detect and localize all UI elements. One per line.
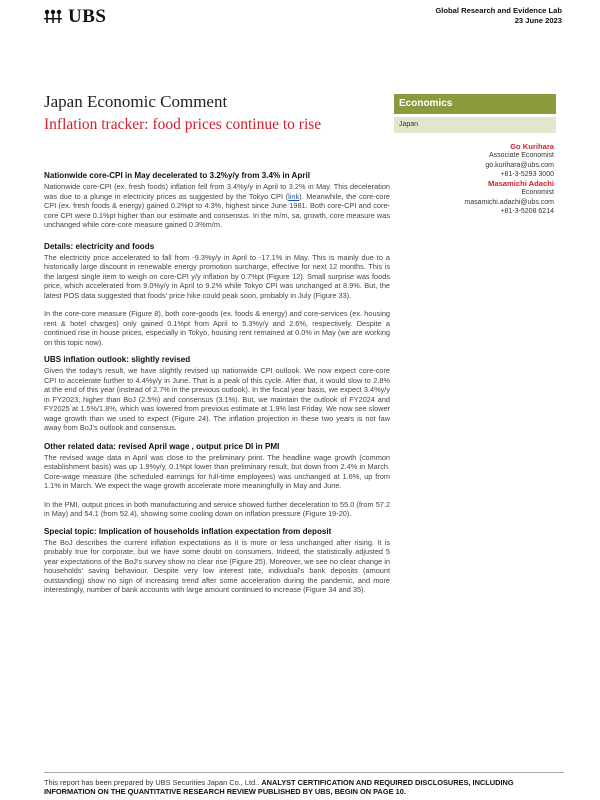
author-name: Masamichi Adachi (488, 179, 554, 189)
report-body (44, 171, 390, 595)
author-card (464, 179, 554, 216)
category-label: Economics (394, 94, 556, 114)
region-label: Japan (394, 117, 556, 133)
paragraph-text: ). Meanwhile, the core-core CPI (ex. fresh foods & energy) gained 0.2%pt to 4.3%, highest since June 1981. Both core-CPI and core-core CPI were 0.1%pt higher than our estimate and consensus. In the m/m, sa, growth, core measure was unchanged while core-core measure gained 0.3%m/m. (44, 191, 390, 229)
paragraph: The BoJ describes the current inflation expectations as it is more or less unchanged after rising. It is probably true for corporate, but we have some doubt on consumers. Indeed, the statistically adjusted 5 year expectations of the BoJ's survey show no clear rise (Figure 25). Moreover, we see no clear change in households' saving behaviour. Despite very low interest rate, individual's bank deposits (amount outstanding) show no sign of increasing trend after some acceleration during the pandemic, and more interestingly, number of bank accounts with large amount continued to increase (Figure 34 and 35). (44, 537, 390, 594)
paragraph: The revised wage data in April was close to the preliminary print. The headline wage growth (common establishment basis) was up 1.9%y/y, 0.1%pt lower than preliminary result, but down from 2.4% in March. Core-wage measure (the scheduled earnings for full-time employees) was unchanged at 1.6%, up from 1.1% in March. We expect the wage growth accelerate more meaningfully in May and June. (44, 452, 390, 490)
ubs-logo (42, 6, 106, 28)
report-date: 23 June 2023 (514, 16, 562, 25)
division-label: Global Research and Evidence Lab (435, 6, 562, 15)
section-heading: Nationwide core-CPI in May decelerated to 3.2%y/y from 3.4% in April (44, 171, 310, 180)
document-subtitle: Inflation tracker: food prices continue to rise (44, 116, 322, 133)
section-heading: UBS inflation outlook: slightly revised (44, 355, 191, 364)
logo-text: UBS (68, 6, 107, 27)
author-email[interactable]: go.kurihara@ubs.com (485, 161, 554, 169)
author-phone: +81-3-5208 6214 (500, 208, 554, 216)
footer-disclosure: ANALYST CERTIFICATION AND REQUIRED DISCLOSURES, INCLUDING INFORMATION ON THE QUANTITATIVE RESEARCH REVIEW PUBLISHED BY UBS, BEGIN ON PAGE 10. (44, 778, 514, 796)
author-email[interactable]: masamichi.adachi@ubs.com (464, 198, 554, 206)
report-header (435, 6, 562, 26)
paragraph: The electricity price accelerated to fall from -9.3%y/y in April to -17.1% in May. This is mainly due to a historically large discount in renewable energy promotion surcharge, effective for next 12 months. This is the largest single item to weigh on core-CPI y/y inflation by 0.7%pt (Figure 12). Small surprise was foods price, which accelerated from 9.0%y/y in April to 9.2% while Tokyo CPI was unchanged at 8.9%. But, the latest POS data suggested that foods' price hike could peak soon, probably in July (Figure 33). (44, 252, 390, 300)
author-role: Economist (521, 189, 554, 197)
author-block (464, 142, 554, 216)
paragraph: In the core-core measure (Figure 8), both core-goods (ex. foods & energy) and core-services (ex. housing rent & hotel charges) only gained 0.1%pt from April to 5.3%y/y and 2.6%, respectively. Despite a continued rise in house prices, especially in Tokyo, housing rent remained at 0.0% in May (we are working on this topic now). (44, 309, 390, 347)
paragraph-text: Nationwide core-CPI (ex. fresh foods) inflation fell from 3.4%y/y in April to 3.2% in May. This deceleration was due to a plunge in electricity prices as suggested by the Tokyo CPI ( (44, 182, 390, 201)
disclosure-footer (44, 772, 564, 796)
section-heading: Special topic: Implication of households inflation expectation from deposit (44, 526, 332, 536)
paragraph: In the PMI, output prices in both manufacturing and service showed further deceleration to 55.0 (from 57.2 in May) and 54.1 (from 52.4), showing some cooling down on inflation pressure (Figure 19-20). (44, 499, 390, 518)
category-sidebar (394, 94, 556, 133)
tokyo-cpi-link[interactable]: link (288, 191, 300, 201)
paragraph: Given the today's result, we have slightly revised up nationwide CPI outlook. We now expect core-core CPI to accelerate further to 4.4%y/y in June. That is a peak of this cycle. After that, it would slow to 2.8% at the end of this year (instead of 2.7% in the previous outlook). In the fiscal year basis, we expect 3.4%y/y in FY2023, higher than BoJ (2.5%) and consensus (3.1%). But, we maintain the outlook of FY2024 and FY2025 at 1.5%/1.8%, which was lowered from previous estimate at 1.9% last Friday. We now see slower wage growth than we used to expect (Figure 24). The inflation projection in these two years is not faw away from BoJ's outlook and consensus. (44, 366, 390, 432)
section-heading: Details: electricity and foods (44, 241, 155, 251)
author-role: Associate Economist (489, 152, 554, 160)
author-phone: +81-3-5293 3000 (500, 170, 554, 178)
document-title: Japan Economic Comment (44, 92, 228, 111)
author-name: Go Kurihara (510, 142, 554, 151)
ubs-keys-logo-icon (42, 9, 64, 25)
author-card (464, 142, 554, 179)
paragraph (44, 182, 390, 230)
footer-text: This report has been prepared by UBS Securities Japan Co., Ltd.. (44, 778, 260, 787)
section-heading: Other related data: revised April wage , output price DI in PMI (44, 441, 280, 451)
